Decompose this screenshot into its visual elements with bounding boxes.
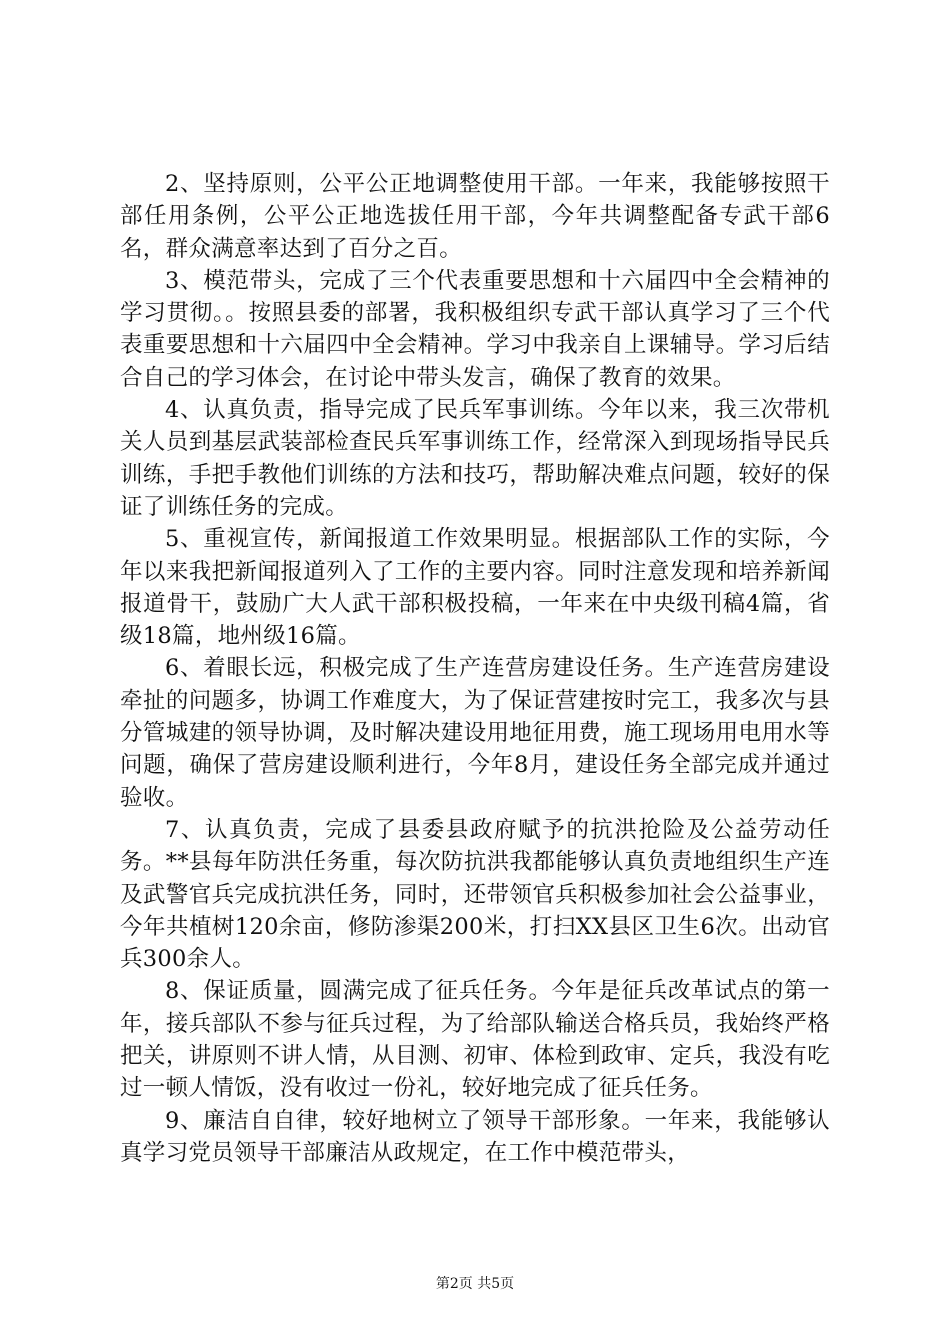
paragraph-item-2: 2、坚持原则，公平公正地调整使用干部。一年来，我能够按照干部任用条例，公平公正地选拔任用干部，今年共调整配备专武干部6名，群众满意率达到了百分之百。 [120, 171, 830, 262]
page-footer [0, 1274, 950, 1294]
paragraph-item-5: 5、重视宣传，新闻报道工作效果明显。根据部队工作的实际，今年以来我把新闻报道列入了工作的主要内容。同时注意发现和培养新闻报道骨干，鼓励广大人武干部积极投稿，一年来在中央级刊稿4篇，省级18篇，地州级16篇。 [120, 526, 830, 650]
page-total: 共5页 [477, 1276, 515, 1292]
paragraph-item-9: 9、廉洁自自律，较好地树立了领导干部形象。一年来，我能够认真学习党员领导干部廉洁从政规定，在工作中模范带头， [120, 1107, 830, 1166]
paragraph-item-7: 7、认真负责，完成了县委县政府赋予的抗洪抢险及公益劳动任务。**县每年防洪任务重，每次防抗洪我都能够认真负责地组织生产连及武警官兵完成抗洪任务，同时，还带领官兵积极参加社会公益事业，今年共植树120余亩，修防渗渠200米，打扫XX县区卫生6次。出动官兵300余人。 [120, 816, 830, 973]
page-number: 第2页 [435, 1276, 473, 1292]
paragraph-item-8: 8、保证质量，圆满完成了征兵任务。今年是征兵改革试点的第一年，接兵部队不参与征兵过程，为了给部队输送合格兵员，我始终严格把关，讲原则不讲人情，从目测、初审、体检到政审、定兵，我没有吃过一顿人情饭，没有收过一份礼，较好地完成了征兵任务。 [120, 978, 830, 1102]
paragraph-item-3: 3、模范带头，完成了三个代表重要思想和十六届四中全会精神的学习贯彻。。按照县委的部署，我积极组织专武干部认真学习了三个代表重要思想和十六届四中全会精神。学习中我亲自上课辅导。学习后结合自己的学习体会，在讨论中带头发言，确保了教育的效果。 [120, 267, 830, 391]
paragraph-item-4: 4、认真负责，指导完成了民兵军事训练。今年以来，我三次带机关人员到基层武装部检查民兵军事训练工作，经常深入到现场指导民兵训练，手把手教他们训练的方法和技巧，帮助解决难点问题，较好的保证了训练任务的完成。 [120, 397, 830, 520]
paragraph-item-6: 6、着眼长远，积极完成了生产连营房建设任务。生产连营房建设牵扯的问题多，协调工作难度大，为了保证营建按时完工，我多次与县分管城建的领导协调，及时解决建设用地征用费，施工现场用电用水等问题，确保了营房建设顺利进行，今年8月，建设任务全部完成并通过验收。 [120, 655, 830, 811]
document-body [120, 168, 830, 1169]
